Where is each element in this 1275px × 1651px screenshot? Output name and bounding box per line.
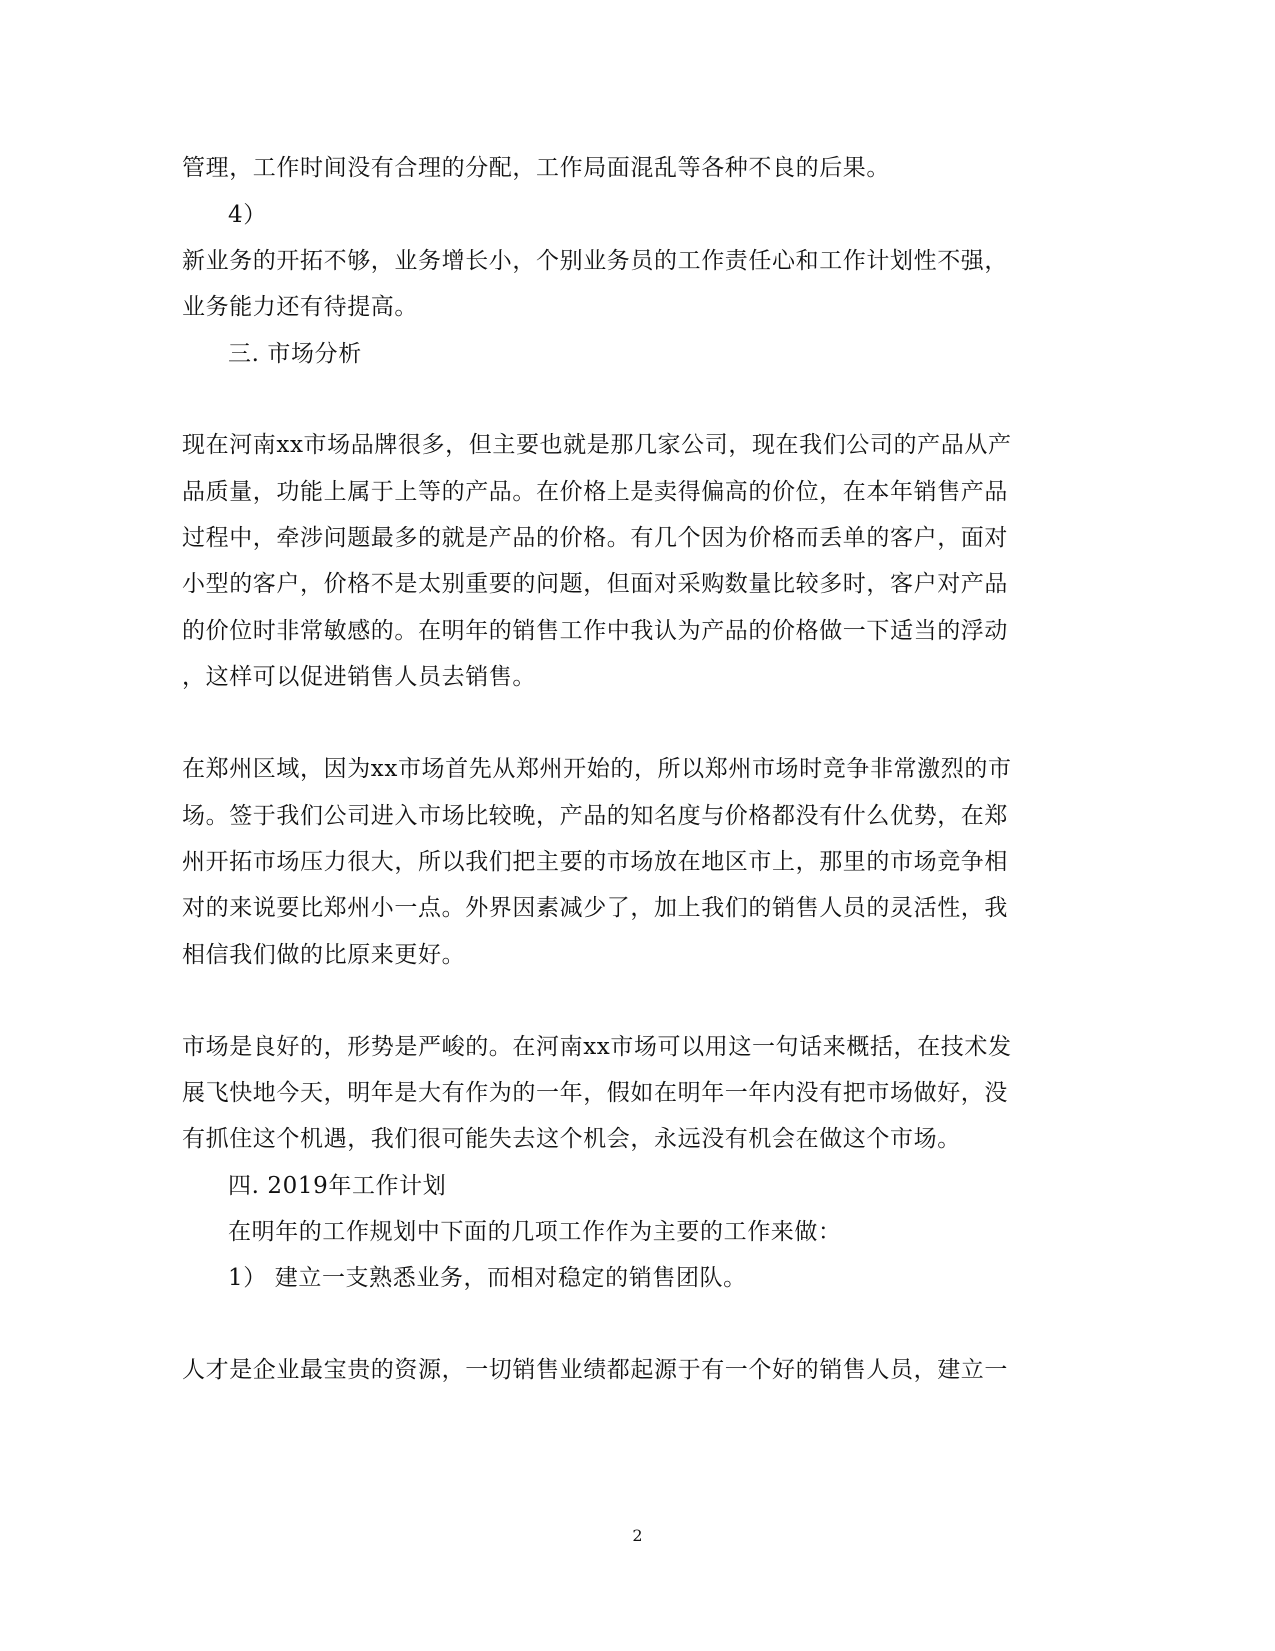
text-line: 业务能力还有待提高。 [182,294,418,320]
text-line: ，这样可以促进销售人员去销售。 [182,664,536,690]
text-line: 市场是良好的，形势是严峻的。在河南xx市场可以用这一句话来概括，在技术发 [182,1034,1012,1060]
text-line: 对的来说要比郑州小一点。外界因素减少了，加上我们的销售人员的灵活性，我 [182,895,1008,921]
page-number: 2 [632,1526,643,1545]
list-item: 1） 建立一支熟悉业务，而相对稳定的销售团队。 [228,1265,747,1291]
text-line: 人才是企业最宝贵的资源，一切销售业绩都起源于有一个好的销售人员，建立一 [182,1357,1008,1383]
text-line: 在明年的工作规划中下面的几项工作作为主要的工作来做： [228,1219,842,1245]
text-line: 有抓住这个机遇，我们很可能失去这个机会，永远没有机会在做这个市场。 [182,1126,961,1152]
text-line: 的价位时非常敏感的。在明年的销售工作中我认为产品的价格做一下适当的浮动 [182,618,1008,644]
section-heading-work-plan: 四. 2019年工作计划 [228,1173,447,1199]
text-line: 品质量，功能上属于上等的产品。在价格上是卖得偏高的价位，在本年销售产品 [182,479,1008,505]
text-line: 相信我们做的比原来更好。 [182,942,466,968]
text-line: 新业务的开拓不够，业务增长小，个别业务员的工作责任心和工作计划性不强， [182,248,1008,274]
text-line: 管理，工作时间没有合理的分配，工作局面混乱等各种不良的后果。 [182,155,890,181]
section-heading-market-analysis: 三. 市场分析 [228,341,362,367]
text-line: 场。签于我们公司进入市场比较晚，产品的知名度与价格都没有什么优势，在郑 [182,803,1008,829]
text-line: 小型的客户，价格不是太别重要的问题，但面对采购数量比较多时，客户对产品 [182,571,1008,597]
text-line: 过程中，牵涉问题最多的就是产品的价格。有几个因为价格而丢单的客户，面对 [182,525,1008,551]
text-line: 展飞快地今天，明年是大有作为的一年，假如在明年一年内没有把市场做好，没 [182,1080,1008,1106]
text-line: 现在河南xx市场品牌很多，但主要也就是那几家公司，现在我们公司的产品从产 [182,432,1012,458]
text-line: 州开拓市场压力很大，所以我们把主要的市场放在地区市上，那里的市场竞争相 [182,849,1008,875]
text-line: 在郑州区域，因为xx市场首先从郑州开始的，所以郑州市场时竞争非常激烈的市 [182,756,1012,782]
list-marker: 4） [228,202,267,228]
